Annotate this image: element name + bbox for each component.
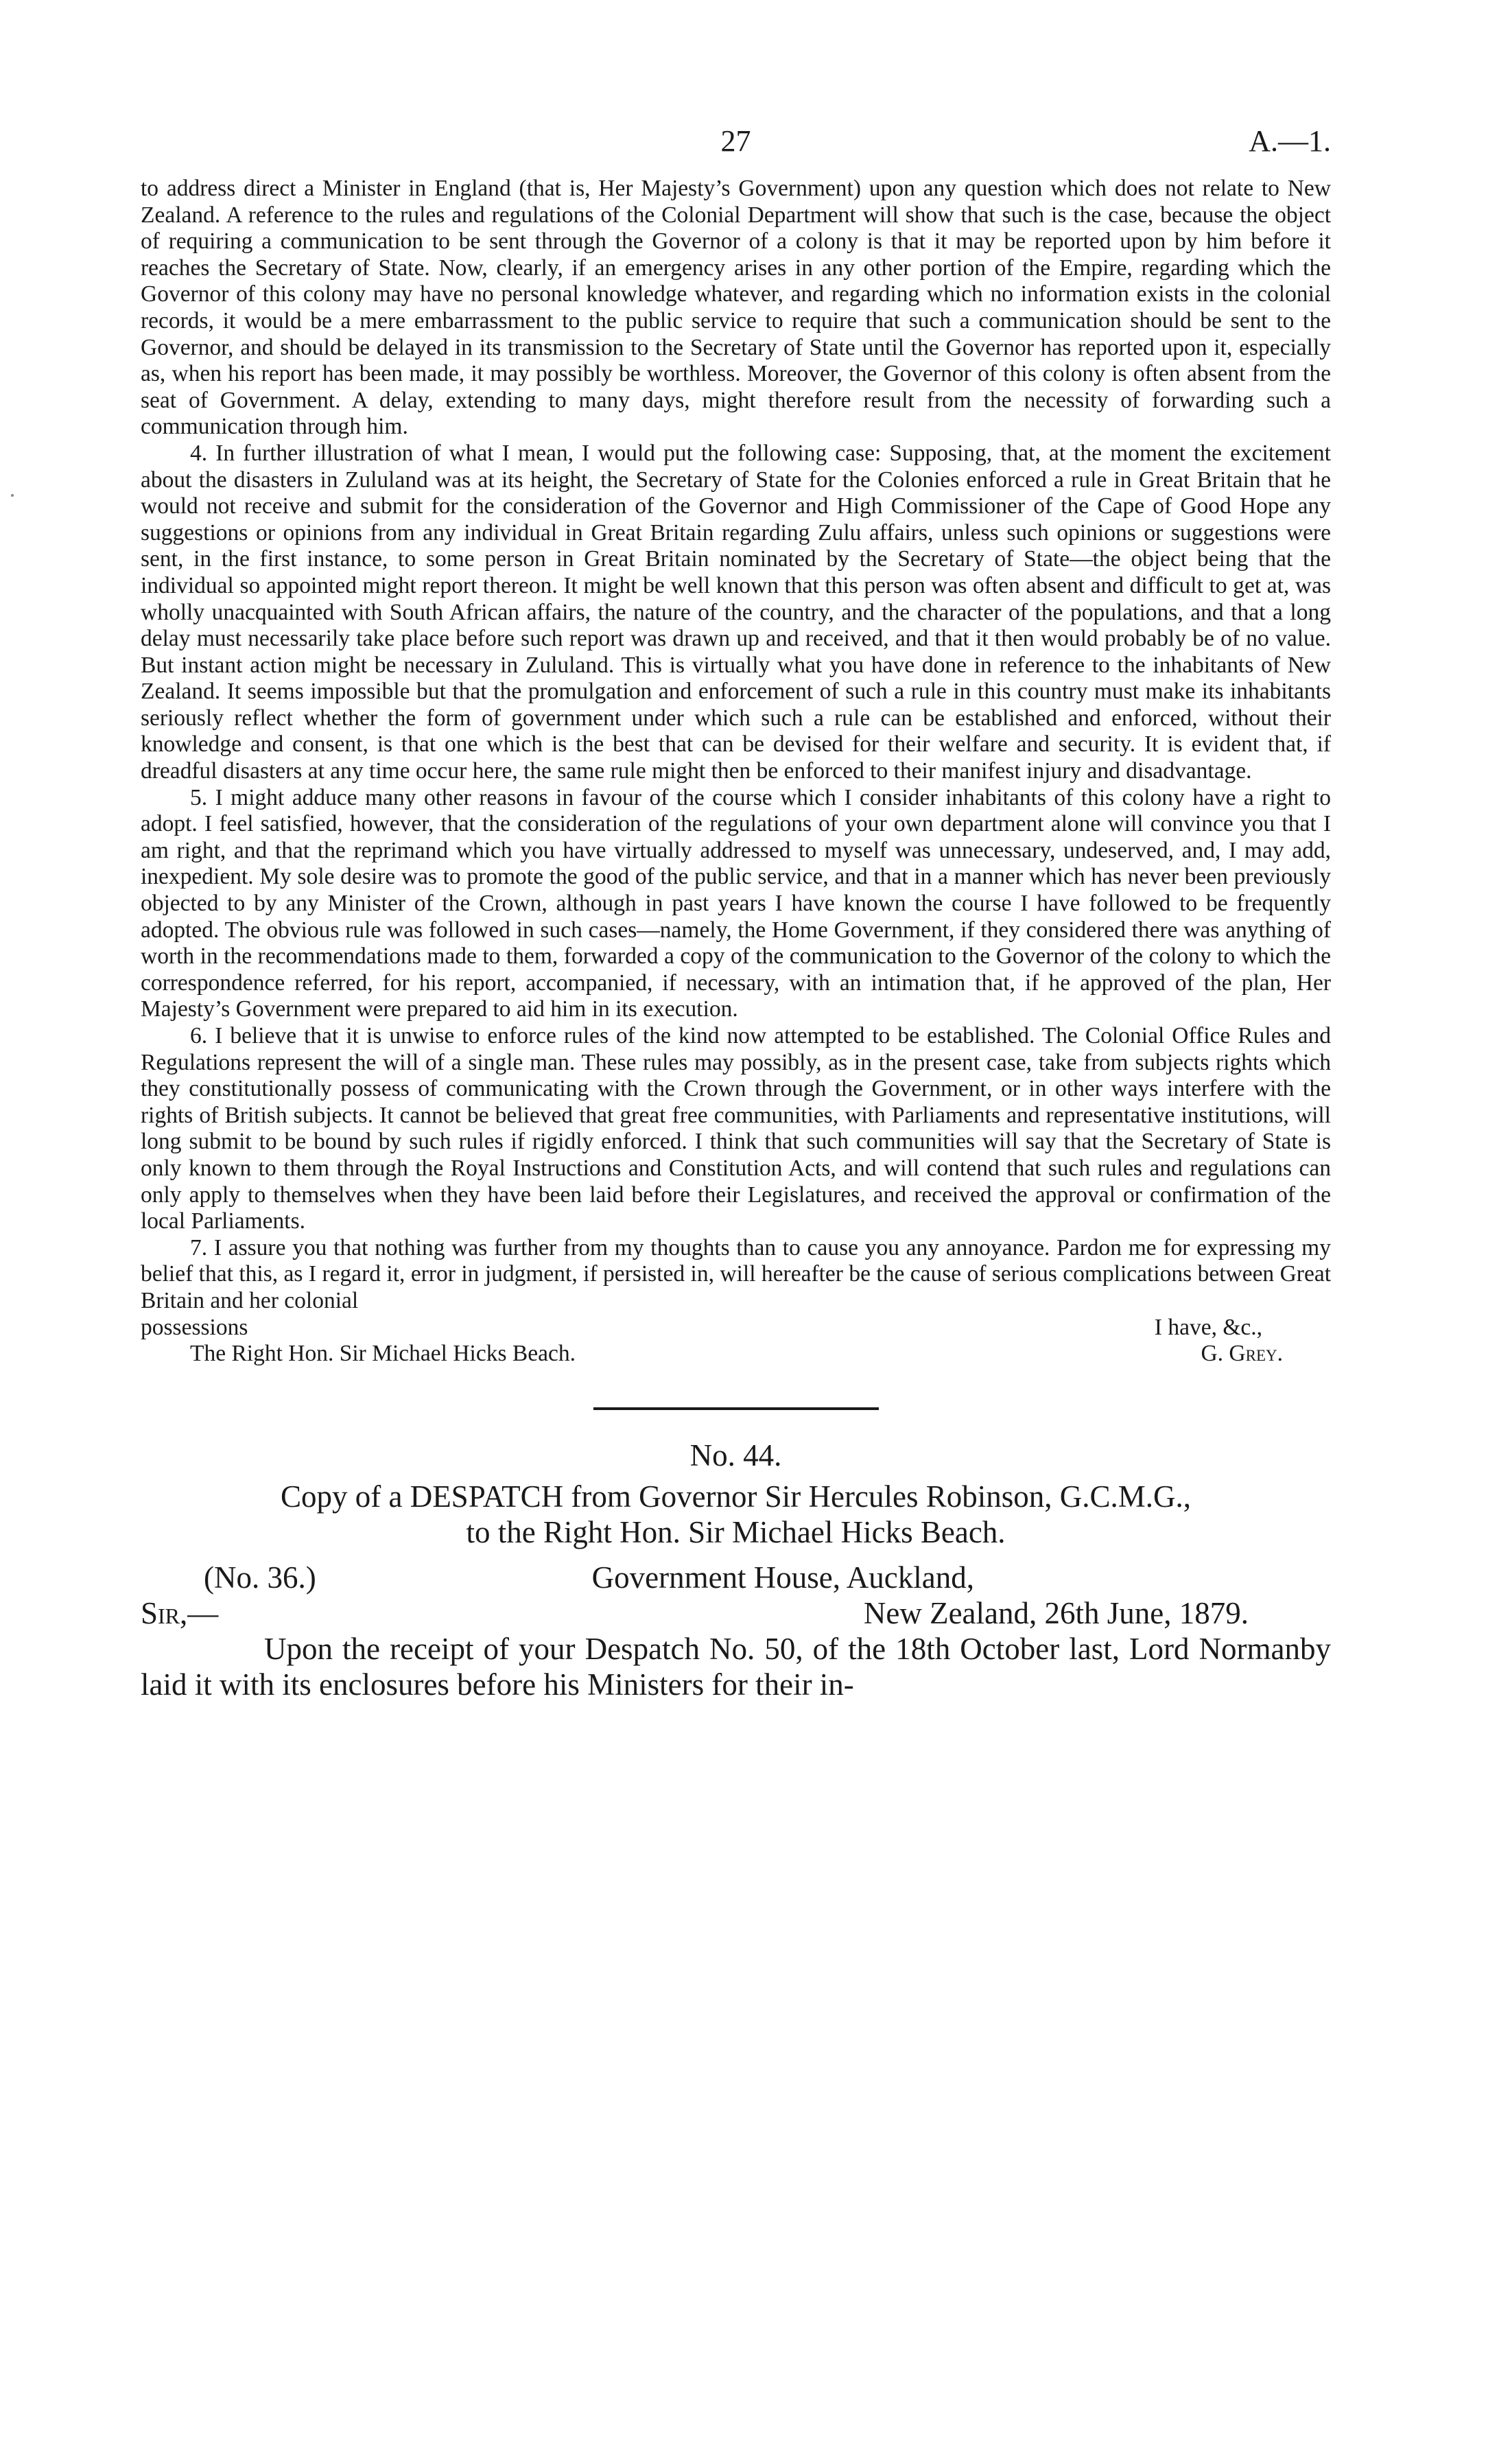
valediction: I have, &c., (1154, 1314, 1262, 1340)
despatch-body (141, 1631, 1331, 1702)
paragraph-6: 6. I believe that it is unwise to enforce rules of the kind now attempted to be established. The Colonial Office Rules and Regulations represent the will of a single man. These rules may possibly, as in the present case, take from subjects rights which they constitutionally possess of communicating with the Crown through the Government, or in other ways interfere with the rights of British subjects. It cannot be believed that great free communities, with Parliaments and representative institutions, will long submit to be bound by such rules if rigidly enforced. I think that such communities will say that the Secretary of State is only known to them through the Royal Instructions and Constitution Acts, and will contend that such rules and regulations can only apply to themselves when they have been laid before their Legislatures, and received the approval or confirmation of the local Parliaments. (141, 1023, 1331, 1234)
signature-initial: G. (1201, 1341, 1229, 1367)
signature (1201, 1341, 1283, 1368)
addressee: The Right Hon. Sir Michael Hicks Beach. (190, 1341, 576, 1367)
closing-last-word: possessions (141, 1314, 248, 1340)
letter-closing (141, 1315, 1331, 1368)
despatch-title-line-1: Copy of a DESPATCH from Governor Sir Hercules Robinson, G.C.M.G., (280, 1479, 1192, 1514)
section-divider (593, 1407, 879, 1410)
despatch-number: No. 44. (689, 1438, 782, 1472)
despatch-date: New Zealand, 26th June, 1879. (863, 1595, 1249, 1630)
paragraph-5: 5. I might adduce many other reasons in favour of the course which I consider inhabitants of this colony have a right to adopt. I feel satisfied, however, that the consideration of the regulations of your own department alone will convince you that I am right, and that the reprimand which you have virtually addressed to myself was unnecessary, undeserved, and, I may add, inexpedient. My sole desire was to promote the good of the public service, and that in a manner which has never been previously objected to by any Minister of the Crown, although in past years I have known the course I have followed to be frequently adopted. The obvious rule was followed in such cases—namely, the Home Government, if they considered there was anything of worth in the recommendations made to them, forwarded a copy of the communication to the Governor of the colony to which the correspondence referred, for his report, accompanied, if necessary, with an intimation that, if he approved of the plan, Her Majesty’s Government were prepared to aid him in its execution. (141, 784, 1331, 1022)
scan-speck (11, 494, 14, 497)
letter-body (141, 176, 1331, 1315)
signature-name: Grey. (1229, 1341, 1283, 1367)
despatch-title-line-2: to the Right Hon. Sir Michael Hicks Beach. (466, 1514, 1006, 1549)
despatch-paragraph: Upon the receipt of your Despatch No. 50, of the 18th October last, Lord Normanby laid it with its enclosures before his Ministers for their in- (141, 1631, 1331, 1702)
paragraph-7: 7. I assure you that nothing was further from my thoughts than to cause you any annoyance. Pardon me for expressing my belief that this, as I regard it, error in judgment, if persisted in, will hereafter be the cause of serious complications between Great Britain and her colonial (141, 1234, 1331, 1313)
page-header (141, 124, 1331, 172)
page-reference: A.—1. (1249, 124, 1331, 158)
paragraph-continuation: to address direct a Minister in England (that is, Her Majesty’s Government) upon any question which does not relate to New Zealand. A reference to the rules and regulations of the Colonial Department will show that such is the case, because the object of requiring a communication to be sent through the Governor of a colony is that it may be reported upon by him before it reaches the Secretary of State. Now, clearly, if an emergency arises in any other portion of the Empire, regarding which the Governor of this colony may have no personal knowledge whatever, and regarding which no information exists in the colonial records, it would be a mere embarrassment to the public service to require that such a communication should be sent to the Governor, and should be delayed in its transmission to the Secretary of State until the Governor has reported upon it, especially as, when his report has been made, it may possibly be worthless. Moreover, the Governor of this colony is often absent from the seat of Government. A delay, extending to many days, might therefore result from the necessity of forwarding such a communication through him. (141, 176, 1331, 440)
salutation: Sir,— (141, 1595, 219, 1630)
despatch-ref: (No. 36.) (204, 1560, 316, 1595)
document-page (141, 124, 1331, 1702)
paragraph-4: 4. In further illustration of what I mean, I would put the following case: Supposing, that, at the moment the excitement about the disasters in Zululand was at its height, the Secretary of State for the Colonies enforced a rule in Great Britain that he would not receive and submit for the consideration of the Governor and High Commissioner of the Cape of Good Hope any suggestions or opinions from any individual in Great Britain regarding Zulu affairs, unless such opinions or suggestions were sent, in the first instance, to some person in Great Britain nominated by the Secretary of State—the object being that the individual so appointed might report thereon. It might be well known that this person was often absent and difficult to get at, was wholly unacquainted with South African affairs, the nature of the country, and the character of the populations, and that a long delay must necessarily take place before such report was drawn up and received, and that it then would probably be of no value. But instant action might be necessary in Zululand. This is virtually what you have done in reference to the inhabitants of New Zealand. It seems impossible but that the promulgation and enforcement of such a rule in this country must make its inhabitants seriously reflect whether the form of government under which such a rule can be established and enforced, without their knowledge and consent, is that one which is the best that can be devised for their welfare and security. It is evident that, if dreadful disasters at any time occur here, the same rule might then be enforced to their manifest injury and disadvantage. (141, 440, 1331, 784)
despatch-location: Government House, Auckland, (591, 1560, 974, 1595)
despatch-section (141, 1438, 1331, 1702)
page-number: 27 (720, 124, 751, 158)
